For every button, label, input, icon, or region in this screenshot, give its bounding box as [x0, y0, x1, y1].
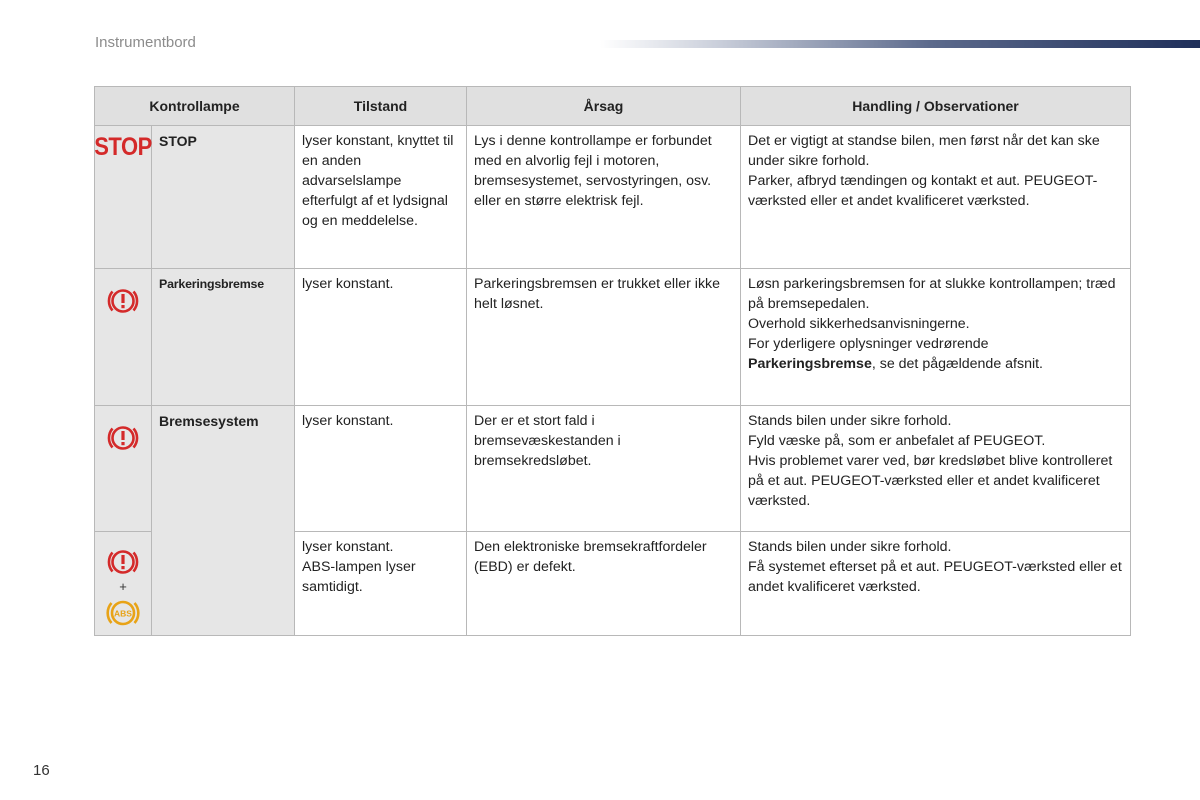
table-row — [95, 269, 1131, 406]
lamp-name: Parkeringsbremse — [152, 269, 295, 406]
lamp-condition: lyser konstant. — [295, 269, 467, 406]
header-gradient-bar — [600, 40, 1200, 48]
page-number: 16 — [33, 762, 50, 779]
lamp-cause: Lys i denne kontrollampe er forbundet med en alvorlig fejl i motoren, bremsesystemet, servostyringen, osv. eller en større elektrisk fejl. — [467, 126, 741, 269]
lamp-action — [741, 532, 1131, 636]
lamp-name: STOP — [152, 126, 295, 269]
action-line: Overhold sikkerhedsanvisningerne. — [748, 316, 970, 332]
lamp-action — [741, 269, 1131, 406]
action-tail: , se det pågældende afsnit. — [871, 356, 1044, 372]
lamp-condition — [295, 532, 467, 636]
column-header-tilstand: Tilstand — [295, 87, 467, 126]
condition-line: lyser konstant. — [302, 539, 394, 555]
brake-warning-icon — [106, 547, 140, 577]
lamp-icon-cell — [95, 406, 152, 532]
lamp-cause: Parkeringsbremsen er trukket eller ikke helt løsnet. — [467, 269, 741, 406]
action-line: Parker, afbryd tændingen og kontakt et aut. PEUGEOT-værksted eller et andet kvalificeret værksted. — [748, 173, 1098, 209]
plus-sign: + — [119, 579, 127, 594]
abs-warning-icon — [104, 597, 142, 629]
column-header-kontrollampe: Kontrollampe — [95, 87, 295, 126]
table-row — [95, 406, 1131, 532]
action-line: Fyld væske på, som er anbefalet af PEUGEOT. — [748, 433, 1046, 449]
stop-warning-icon: STOP — [94, 132, 152, 161]
action-line: Få systemet efterset på et aut. PEUGEOT-værksted eller et andet kvalificeret værksted. — [748, 559, 1122, 595]
lamp-name: Bremsesystem — [152, 406, 295, 636]
action-bold-term: Parkeringsbremse — [748, 356, 872, 372]
table-header-row — [95, 87, 1131, 126]
lamp-icon-cell — [95, 269, 152, 406]
lamp-icon-cell — [95, 532, 152, 636]
condition-line: ABS-lampen lyser samtidigt. — [302, 559, 416, 595]
brake-warning-icon — [106, 423, 140, 453]
action-line: Hvis problemet varer ved, bør kredsløbet blive kontrolleret på et aut. PEUGEOT-værksted eller et andet kvalificeret værksted. — [748, 453, 1113, 509]
lamp-condition: lyser konstant. — [295, 406, 467, 532]
column-header-handling: Handling / Observationer — [741, 87, 1131, 126]
lamp-condition: lyser konstant, knyttet til en anden advarselslampe efterfulgt af et lydsignal og en meddelelse. — [295, 126, 467, 269]
column-header-aarsag: Årsag — [467, 87, 741, 126]
table-row — [95, 126, 1131, 269]
action-line: Det er vigtigt at standse bilen, men først når det kan ske under sikre forhold. — [748, 133, 1100, 169]
action-line: For yderligere oplysninger vedrørende — [748, 336, 989, 352]
brake-warning-icon — [106, 286, 140, 316]
section-title: Instrumentbord — [95, 34, 196, 51]
action-line: Stands bilen under sikre forhold. — [748, 413, 952, 429]
lamp-cause: Den elektroniske bremsekraftfordeler (EBD) er defekt. — [467, 532, 741, 636]
action-line: Løsn parkeringsbremsen for at slukke kontrollampen; træd på bremsepedalen. — [748, 276, 1116, 312]
abs-icon-text: ABS — [114, 608, 132, 619]
lamp-icon-cell — [95, 126, 152, 269]
lamp-action — [741, 406, 1131, 532]
lamp-action — [741, 126, 1131, 269]
action-line: Stands bilen under sikre forhold. — [748, 539, 952, 555]
action-line — [748, 354, 1123, 374]
warning-lamps-table — [94, 86, 1131, 636]
lamp-cause: Der er et stort fald i bremsevæskestanden i bremsekredsløbet. — [467, 406, 741, 532]
